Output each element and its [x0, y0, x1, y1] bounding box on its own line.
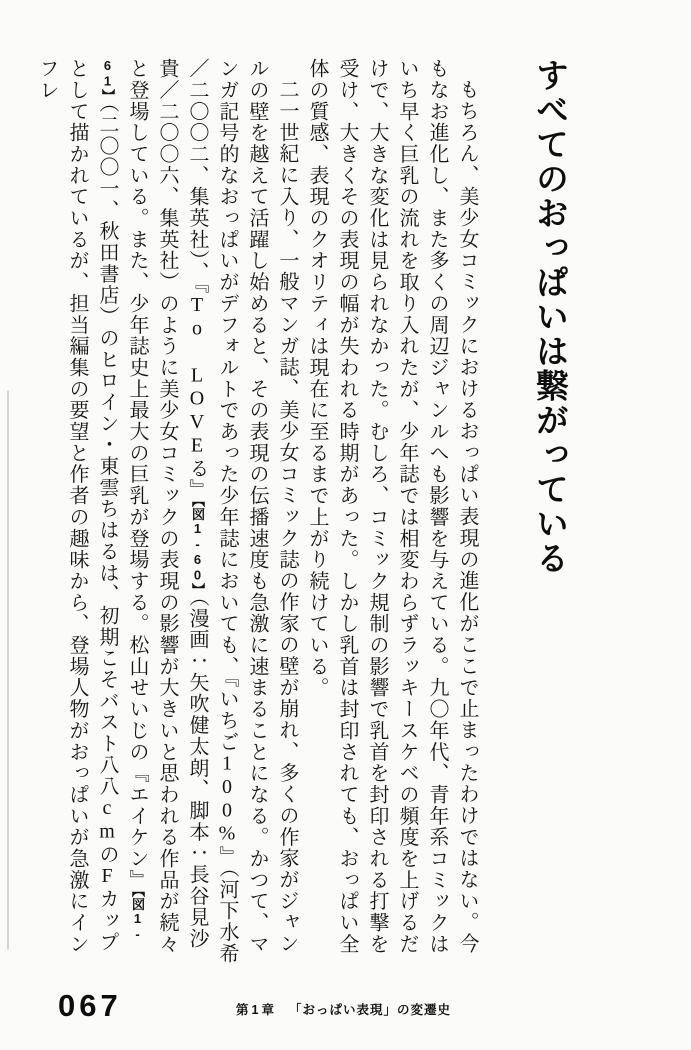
- paragraph: [302, 58, 482, 966]
- body-text: [32, 58, 482, 966]
- chapter-label: 第1章: [236, 1003, 277, 1017]
- page-number: 067: [58, 988, 122, 1023]
- running-footer: [236, 1000, 451, 1018]
- text-run: F: [96, 865, 118, 889]
- figure-reference: 図1-60: [190, 507, 205, 583]
- text-run: 』（河下水希／二〇〇二、集英社）、『: [186, 58, 238, 965]
- text-run: 100%: [216, 752, 238, 846]
- text-run: To LOVE: [186, 294, 208, 458]
- text-run: もちろん、美少女コミックにおけるおっぱい表現の進化がここで止まったわけではない。今もなお進化し、また多くの周辺ジャンルへも影響を与えている。九〇年代、青年系コミックはいち早く巨乳の流れを取り入れたが、少年誌では相変わらずラッキースケベの頻度を上げるだけで、大きな変化は見られなかった。むしろ、コミック規制の影響で乳首を封印される打撃を受け、大きくその表現の幅が失われる時期があった。しかし乳首は封印されても、おっぱい全体の質感、表現のクオリティは現在に至るまで上がり続けている。: [306, 58, 478, 955]
- section-title: すべてのおっぱいは繋がっている: [532, 58, 569, 576]
- figure-reference: 【: [190, 500, 205, 508]
- figure-reference: 【: [130, 890, 145, 898]
- text-run: cm: [96, 797, 118, 844]
- page-content: [32, 58, 578, 966]
- figure-reference: 】: [100, 89, 115, 103]
- text-run: カップとして描かれているが、担当編集の要望と作者の趣味から、登場人物がおっぱいが急激にインフレ: [36, 58, 118, 955]
- text-run: （二〇〇一、秋田書店）のヒロイン・東雲ちはるは、初期こそバスト八八: [96, 102, 118, 798]
- text-run: 二一世紀に入り、一般マンガ誌、美少女コミック誌の作家の壁が崩れ、多くの作家がジャンルの壁を越えて活躍し始めると、その表現の伝播速度も急激に速まることになる。かつて、マンガ記号的なおっぱいがデフォルトであった少年誌においても、『いちご: [216, 58, 298, 955]
- figure-reference: 図1-61: [100, 58, 145, 943]
- chapter-title: 「おっぱい表現」の変遷史: [288, 1003, 451, 1017]
- text-run: （漫画：矢吹健太朗、脚本：長谷見沙貴／二〇〇六、集英社）のように美少女コミックの表現の影響が大きいと思われる作品が続々と登場している。また、少年誌史上最大の巨乳が登場する。松山せいじの『エイケン』: [126, 58, 208, 955]
- scan-artifact-line: [7, 390, 9, 950]
- paragraph: [32, 58, 302, 966]
- text-run: る』: [186, 457, 208, 501]
- text-run: の: [96, 843, 118, 866]
- figure-reference: 】: [190, 582, 205, 597]
